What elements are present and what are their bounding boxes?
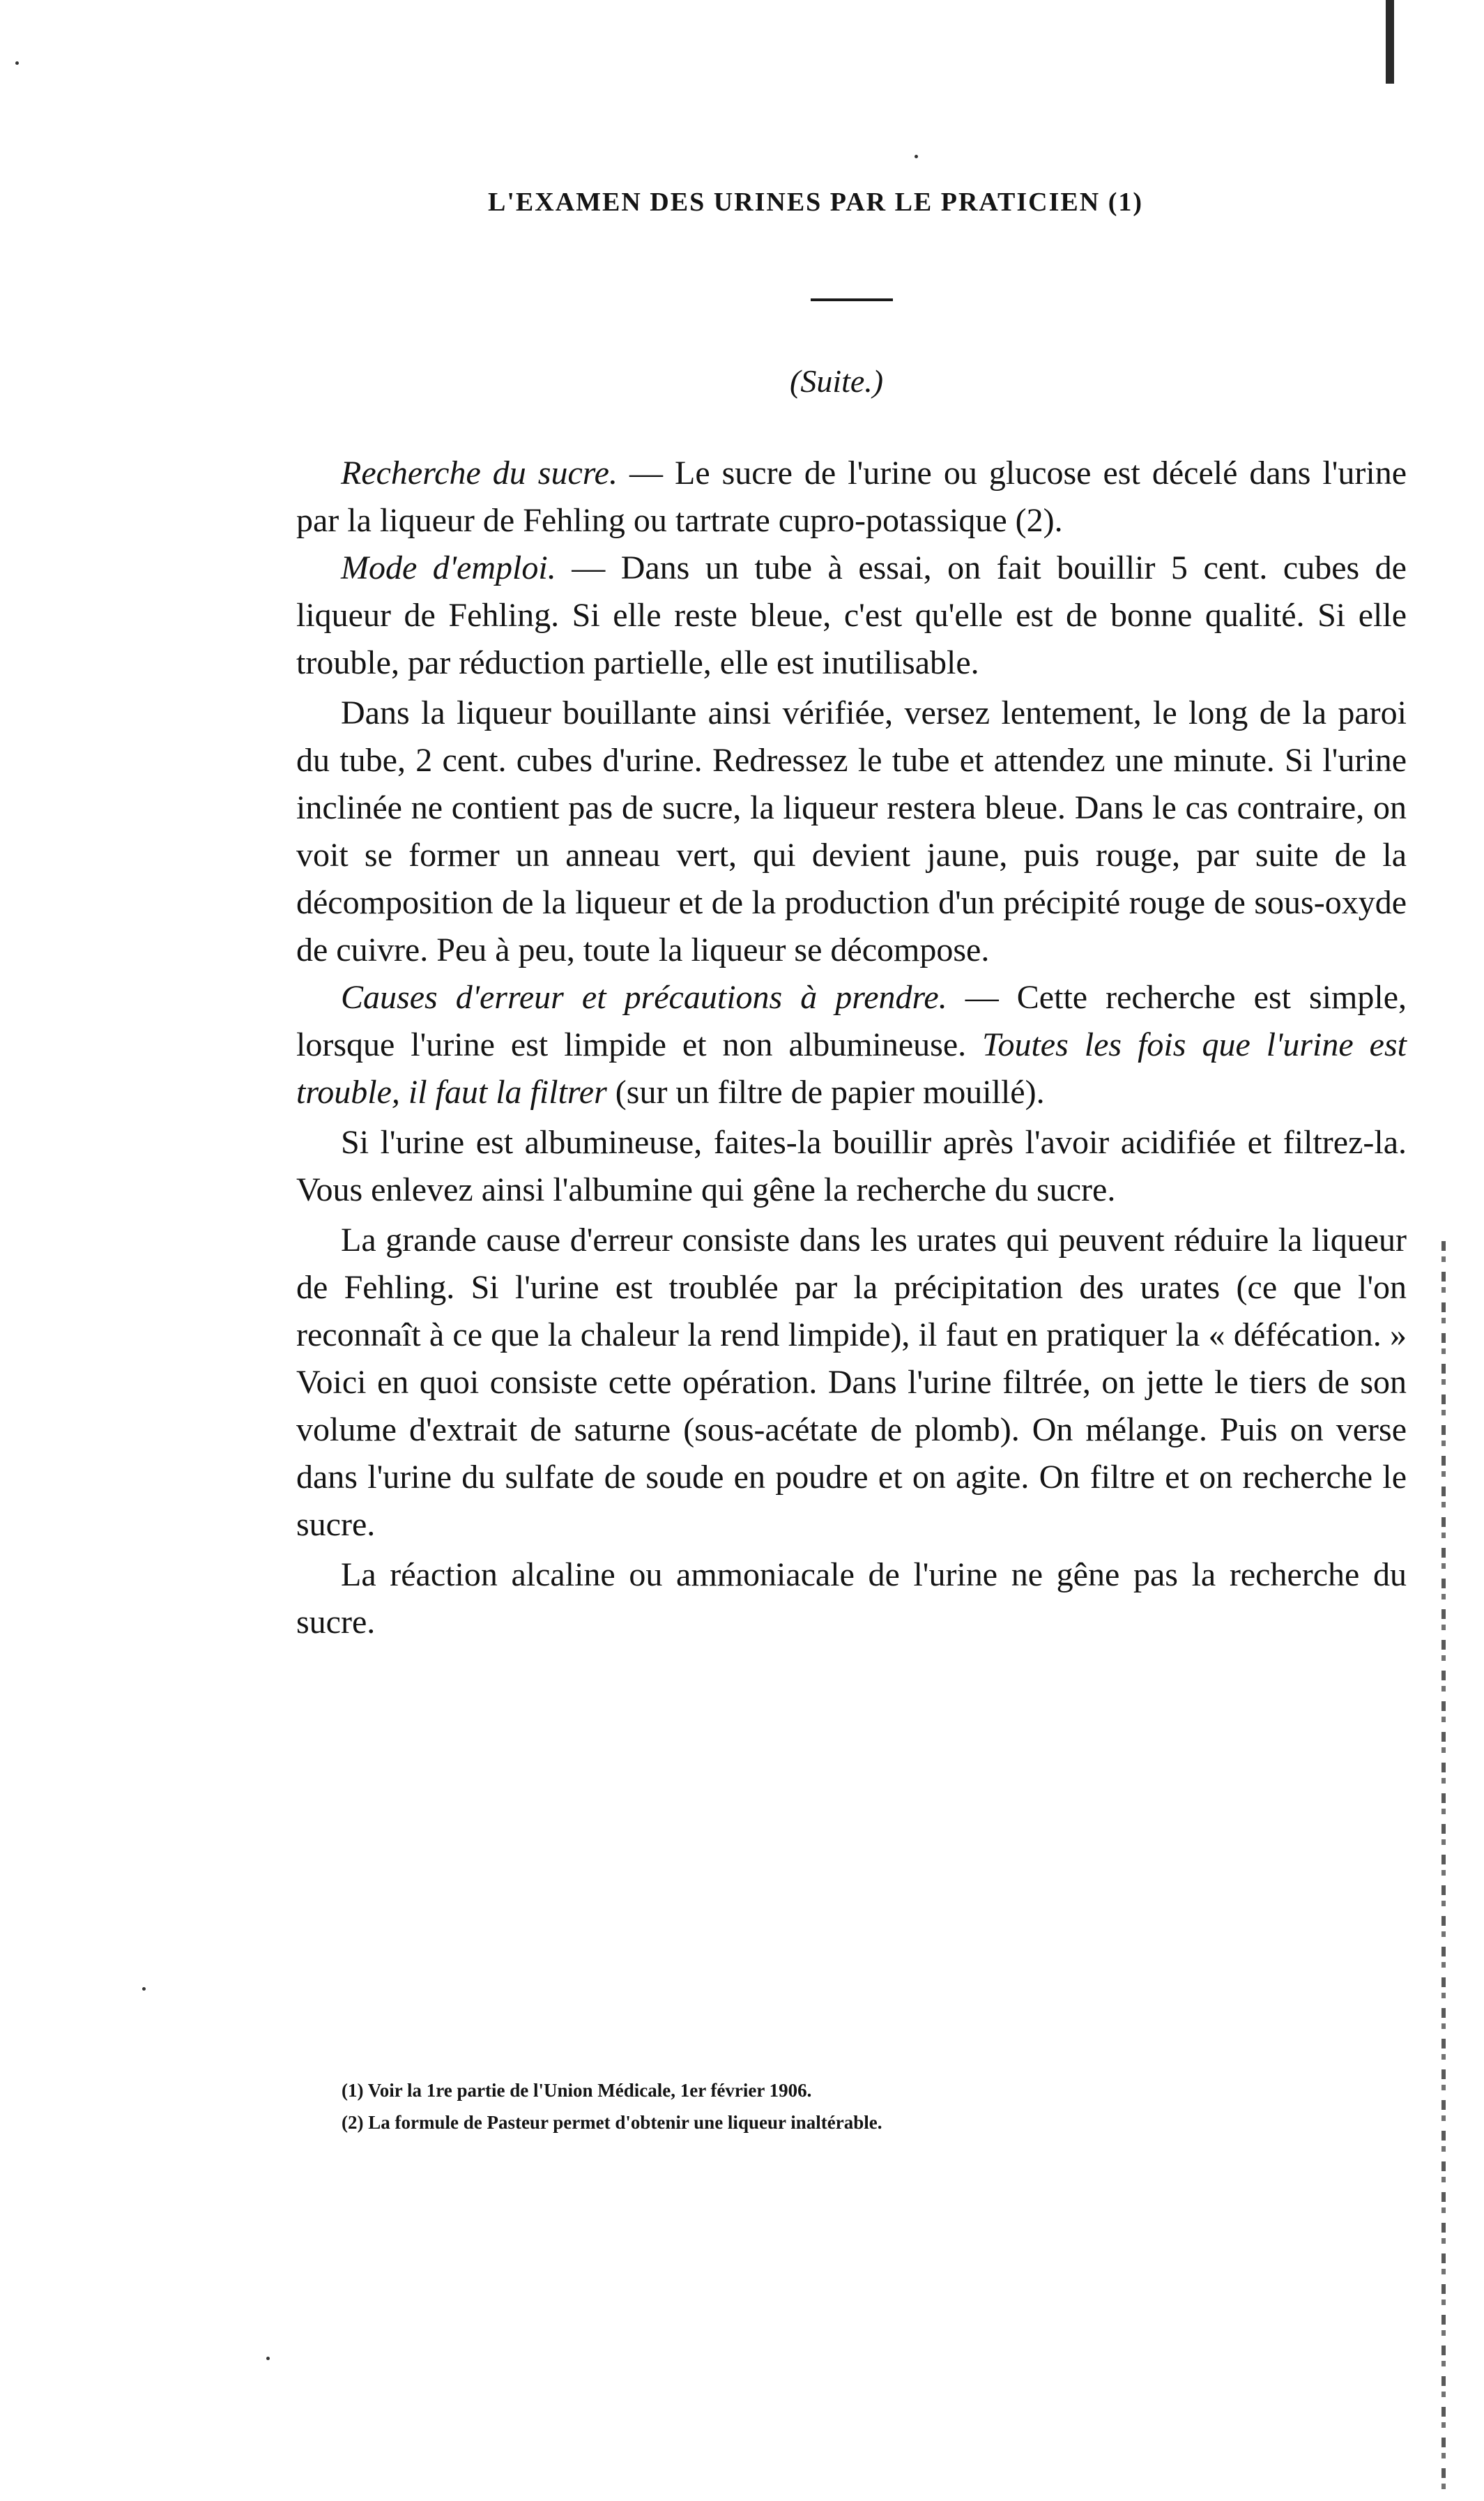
scan-edge-top [1386,0,1394,84]
paragraph-lead: Recherche du sucre. [341,455,618,492]
scan-speck [15,61,19,65]
paragraph [296,974,1407,1116]
paragraph: Dans la liqueur bouillante ainsi vérifiée, versez lentement, le long de la paroi du tube, 2 cent. cubes d'urine. Redressez le tube et attendez une minute. Si l'urine inclinée ne contient pas de sucre, la liqueur restera bleue. Dans le cas contraire, on voit se former un anneau vert, qui devient jaune, puis rouge, par suite de la décomposition de la liqueur et de la production d'un précipité rouge de sous-oxyde de cuivre. Peu à peu, toute la liqueur se décompose. [296,694,1407,968]
paragraph-emphasis: Toutes les fois que l'urine est trouble, il faut la filtrer [296,1026,1407,1111]
article-subtitle: (Suite.) [790,363,884,399]
paragraph-text: (sur un filtre de papier mouillé). [606,1074,1045,1111]
paragraph [296,545,1407,687]
paragraph-lead: Causes d'erreur et précautions à prendre. [341,979,947,1016]
scan-speck [142,1987,146,1991]
paragraph-text: — Le sucre de l'urine ou glucose est décelé dans l'urine par la liqueur de Fehling ou tartrate cupro-potassique (2). [296,455,1407,539]
paragraph-lead: Mode d'emploi. [341,549,556,586]
footnotes [342,2074,1248,2138]
paragraph: La réaction alcaline ou ammoniacale de l'urine ne gêne pas la recherche du sucre. [296,1556,1407,1641]
footnote: (1) Voir la 1re partie de l'Union Médicale, 1er février 1906. [342,2080,812,2101]
scan-speck [915,155,918,158]
article-body [296,450,1407,1646]
scan-speck [266,2357,270,2360]
footnote: (2) La formule de Pasteur permet d'obtenir une liqueur inaltérable. [342,2112,882,2133]
paragraph [296,450,1407,545]
article-title: L'EXAMEN DES URINES PAR LE PRATICIEN (1) [488,188,1144,217]
scan-edge-right [1441,1241,1446,2489]
paragraph: Si l'urine est albumineuse, faites-la bouillir après l'avoir acidifiée et filtrez-la. Vous enlevez ainsi l'albumine qui gêne la recherche du sucre. [296,1124,1407,1208]
paragraph: La grande cause d'erreur consiste dans les urates qui peuvent réduire la liqueur de Fehling. Si l'urine est troublée par la précipitation des urates (ce que l'on reconnaît à ce que la chaleur la rend limpide), il faut en pratiquer la « défécation. » Voici en quoi consiste cette opération. Dans l'urine filtrée, on jette le tiers de son volume d'extrait de saturne (sous-acétate de plomb). On mélange. Puis on verse dans l'urine du sulfate de soude en poudre et on agite. On filtre et on recherche le sucre. [296,1222,1407,1543]
title-rule [811,298,893,301]
paragraph-text: — Dans un tube à essai, on fait bouillir 5 cent. cubes de liqueur de Fehling. Si elle reste bleue, c'est qu'elle est de bonne qualité. Si elle trouble, par réduction partielle, elle est inutilisable. [296,549,1407,681]
paragraph-text: — Cette recherche est simple, lorsque l'urine est limpide et non albumineuse. [296,979,1407,1063]
